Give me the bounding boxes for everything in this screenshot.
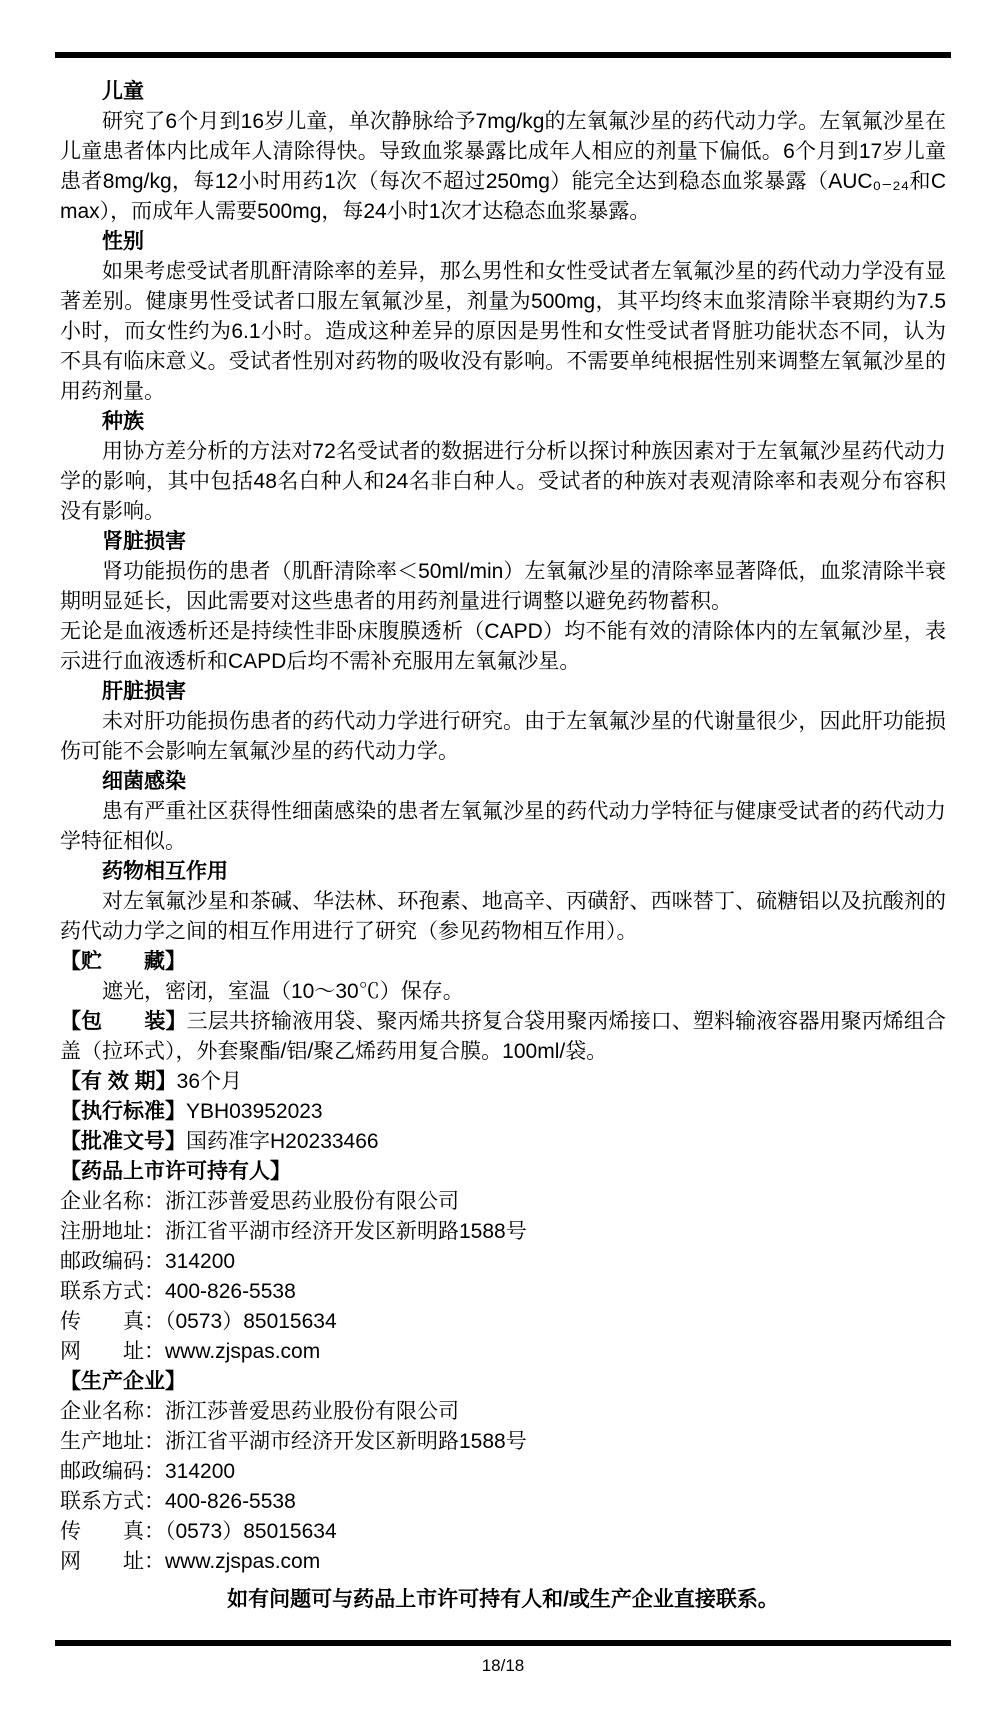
- bracket-label-value: YBH03952023: [186, 1100, 323, 1123]
- section-heading: 细菌感染: [102, 770, 186, 793]
- bracket-label-value: 三层共挤输液用袋、聚丙烯共挤复合袋用聚丙烯接口、塑料输液容器用聚丙烯组合盖（拉环式），外套聚酯/铝/聚乙烯药用复合膜。100ml/袋。: [60, 1010, 947, 1063]
- bracket-label-paragraph: [60, 1067, 946, 1097]
- paragraph: 无论是血液透析还是持续性非卧床腹膜透析（CAPD）均不能有效的清除体内的左氧氟沙星，表示进行血液透析和CAPD后均不需补充服用左氧氟沙星。: [60, 620, 946, 673]
- info-line: 企业名称：浙江莎普爱思药业股份有限公司: [60, 1400, 459, 1423]
- paragraph: 如果考虑受试者肌酐清除率的差异，那么男性和女性受试者左氧氟沙星的药代动力学没有显著差别。健康男性受试者口服左氧氟沙星，剂量为500mg，其平均终末血浆清除半衰期约为7.5小时，而女性约为6.1小时。造成这种差异的原因是男性和女性受试者肾脏功能状态不同，认为不具有临床意义。受试者性别对药物的吸收没有影响。不需要单纯根据性别来调整左氧氟沙星的用药剂量。: [60, 260, 946, 403]
- info-line: 联系方式：400-826-5538: [60, 1490, 296, 1513]
- info-line: 邮政编码：314200: [60, 1460, 236, 1483]
- info-line: 企业名称：浙江莎普爱思药业股份有限公司: [60, 1190, 459, 1213]
- section-heading: 肝脏损害: [102, 680, 186, 703]
- bracket-label: 【药品上市许可持有人】: [60, 1160, 291, 1183]
- bracket-label-paragraph: [60, 1127, 946, 1157]
- paragraph: 研究了6个月到16岁儿童，单次静脉给予7mg/kg的左氧氟沙星的药代动力学。左氧氟沙星在儿童患者体内比成年人清除得快。导致血浆暴露比成年人相应的剂量下偏低。6个月到17岁儿童患者8mg/kg，每12小时用药1次（每次不超过250mg）能完全达到稳态血浆暴露（AUC₀₋₂₄和Cmax），而成年人需要500mg，每24小时1次才达稳态血浆暴露。: [60, 110, 946, 223]
- section-heading: 儿童: [102, 80, 144, 103]
- bracket-label: 【有 效 期】: [60, 1070, 177, 1093]
- top-divider: [55, 52, 951, 58]
- bracket-label-paragraph: [60, 1007, 946, 1067]
- bracket-label-line: [60, 1157, 946, 1187]
- section-heading: 种族: [102, 410, 144, 433]
- bracket-label: 【批准文号】: [60, 1130, 186, 1153]
- paragraph: 遮光，密闭，室温（10～30℃）保存。: [102, 980, 464, 1003]
- bracket-label-value: 国药准字H20233466: [186, 1130, 379, 1153]
- document-blocks: [60, 77, 946, 1577]
- info-line: 网 址：www.zjspas.com: [60, 1340, 321, 1363]
- info-line: 注册地址：浙江省平湖市经济开发区新明路1588号: [60, 1220, 527, 1243]
- info-line: 邮政编码：314200: [60, 1250, 236, 1273]
- bracket-label: 【包 装】: [60, 1010, 187, 1033]
- bracket-label: 【生产企业】: [60, 1370, 186, 1393]
- page-number: 18/18: [481, 1656, 525, 1675]
- paragraph: 未对肝功能损伤患者的药代动力学进行研究。由于左氧氟沙星的代谢量很少，因此肝功能损伤可能不会影响左氧氟沙星的药代动力学。: [60, 710, 946, 763]
- info-line: 传 真：（0573）85015634: [60, 1310, 337, 1333]
- section-heading: 药物相互作用: [102, 860, 228, 883]
- bracket-label-line: [60, 1367, 946, 1397]
- section-heading: 肾脏损害: [102, 530, 186, 553]
- bracket-label-paragraph: [60, 1097, 946, 1127]
- info-line: 网 址：www.zjspas.com: [60, 1550, 321, 1573]
- bracket-label: 【执行标准】: [60, 1100, 186, 1123]
- closing-note: 如有问题可与药品上市许可持有人和/或生产企业直接联系。: [227, 1588, 779, 1611]
- bracket-label: 【贮 藏】: [60, 950, 186, 973]
- paragraph: 肾功能损伤的患者（肌酐清除率＜50ml/min）左氧氟沙星的清除率显著降低，血浆清除半衰期明显延长，因此需要对这些患者的用药剂量进行调整以避免药物蓄积。: [60, 560, 946, 613]
- section-heading: 性别: [102, 230, 144, 253]
- info-line: 联系方式：400-826-5538: [60, 1280, 296, 1303]
- info-line: 传 真：（0573）85015634: [60, 1520, 337, 1543]
- paragraph: 对左氧氟沙星和茶碱、华法林、环孢素、地高辛、丙磺舒、西咪替丁、硫糖铝以及抗酸剂的药代动力学之间的相互作用进行了研究（参见药物相互作用）。: [60, 890, 946, 943]
- bracket-label-value: 36个月: [176, 1070, 243, 1093]
- bracket-label-line: [60, 947, 946, 977]
- paragraph: 用协方差分析的方法对72名受试者的数据进行分析以探讨种族因素对于左氧氟沙星药代动力学的影响，其中包括48名白种人和24名非白种人。受试者的种族对表观清除率和表观分布容积没有影响。: [60, 440, 946, 523]
- paragraph: 患有严重社区获得性细菌感染的患者左氧氟沙星的药代动力学特征与健康受试者的药代动力学特征相似。: [60, 800, 946, 853]
- info-line: 生产地址：浙江省平湖市经济开发区新明路1588号: [60, 1430, 527, 1453]
- bottom-divider: [55, 1640, 951, 1646]
